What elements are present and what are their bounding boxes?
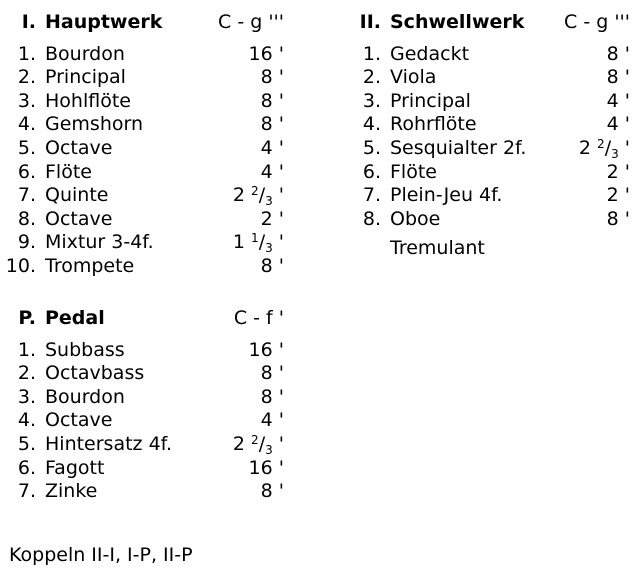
- stop-row: [0, 43, 300, 67]
- stop-pitch: 8 ': [260, 385, 284, 408]
- pitch-unit: ': [272, 184, 284, 207]
- stop-name: Flöte: [390, 160, 437, 183]
- division-title: Hauptwerk: [45, 11, 163, 33]
- stop-number: 1.: [17, 338, 36, 361]
- stop-number: 6.: [17, 160, 36, 183]
- stop-pitch: 16 ': [248, 42, 284, 65]
- stop-name: Trompete: [45, 254, 135, 277]
- pitch-fraction-denominator: 3: [265, 241, 273, 256]
- pitch-fraction-denominator: 3: [265, 194, 273, 209]
- stop-pitch: [180, 433, 284, 457]
- stop-pitch: [180, 184, 284, 208]
- stop-name: Bourdon: [45, 42, 125, 65]
- fraction-slash: /: [258, 432, 266, 455]
- stop-row: [340, 161, 638, 185]
- pitch-fraction-numerator: 2: [251, 432, 259, 447]
- stop-number: 10.: [5, 254, 36, 277]
- pitch-fraction-denominator: 3: [265, 442, 273, 457]
- division-title: Pedal: [45, 307, 105, 329]
- stop-row: [340, 113, 638, 137]
- stop-name: Octave: [45, 207, 113, 230]
- stop-row: [340, 66, 638, 90]
- stop-name: Octavbass: [45, 362, 145, 385]
- stop-pitch: [530, 137, 630, 161]
- stop-row: [340, 137, 638, 161]
- stop-pitch: 4 ': [606, 113, 630, 136]
- division-numeral: P.: [18, 307, 36, 329]
- stop-pitch: [180, 231, 284, 255]
- stop-number: 8.: [362, 207, 381, 230]
- stop-pitch: 4 ': [260, 409, 284, 432]
- stop-row: [0, 90, 300, 114]
- stop-list: [0, 339, 300, 504]
- stop-row: [0, 386, 300, 410]
- stop-number: 9.: [17, 231, 36, 254]
- stop-pitch: 2 ': [606, 160, 630, 183]
- stop-number: 5.: [362, 136, 381, 159]
- stop-number: 7.: [17, 480, 36, 503]
- division-schwellwerk: [340, 11, 638, 261]
- pitch-unit: ': [272, 432, 284, 455]
- stop-name: Plein-Jeu 4f.: [390, 184, 503, 207]
- stop-number: 1.: [362, 42, 381, 65]
- stop-number: 2.: [17, 66, 36, 89]
- stop-number: 2.: [362, 66, 381, 89]
- division-hauptwerk: [0, 11, 300, 279]
- stop-number: 1.: [17, 42, 36, 65]
- fraction-slash: /: [258, 231, 266, 254]
- division-title: Schwellwerk: [390, 11, 525, 33]
- stop-number: 3.: [17, 89, 36, 112]
- stop-pitch: 16 ': [248, 456, 284, 479]
- stop-row: [0, 113, 300, 137]
- fraction-slash: /: [604, 136, 612, 159]
- stop-row: [0, 339, 300, 363]
- stop-name: Flöte: [45, 160, 92, 183]
- stop-number: 4.: [17, 409, 36, 432]
- division-header: [0, 11, 300, 35]
- pitch-fraction-numerator: 1: [251, 231, 259, 246]
- stop-row: [0, 255, 300, 279]
- stop-row: [0, 137, 300, 161]
- stop-pitch: 4 ': [606, 89, 630, 112]
- stop-row: [0, 184, 300, 208]
- stop-number: 3.: [17, 385, 36, 408]
- stop-name: Fagott: [45, 456, 105, 479]
- stop-row: [0, 433, 300, 457]
- stop-number: 7.: [362, 184, 381, 207]
- stop-number: 6.: [362, 160, 381, 183]
- stop-number: 2.: [17, 362, 36, 385]
- stop-pitch: 8 ': [606, 42, 630, 65]
- division-pedal: [0, 307, 300, 504]
- compass-range: C - g ''': [564, 11, 630, 33]
- stop-pitch: 8 ': [260, 254, 284, 277]
- stop-name: Principal: [45, 66, 126, 89]
- stop-pitch: 8 ': [260, 89, 284, 112]
- stop-name: Gemshorn: [45, 113, 144, 136]
- stop-name: Octave: [45, 409, 113, 432]
- stop-number: 5.: [17, 432, 36, 455]
- stop-name: Hintersatz 4f.: [45, 432, 172, 455]
- accessory-row: [340, 237, 638, 261]
- stop-name: Bourdon: [45, 385, 125, 408]
- stop-list: [340, 43, 638, 232]
- stop-row: [0, 66, 300, 90]
- stop-name: Gedackt: [390, 42, 470, 65]
- stop-pitch: 8 ': [260, 113, 284, 136]
- stop-pitch: 4 ': [260, 160, 284, 183]
- pitch-whole: 2: [232, 184, 245, 207]
- division-header: [0, 307, 300, 331]
- compass-range: C - g ''': [218, 11, 284, 33]
- stop-number: 7.: [17, 184, 36, 207]
- stop-pitch: 8 ': [606, 66, 630, 89]
- stop-pitch: 8 ': [260, 362, 284, 385]
- division-numeral: I.: [21, 11, 36, 33]
- compass-range: C - f ': [233, 307, 284, 329]
- stop-number: 5.: [17, 136, 36, 159]
- stop-name: Oboe: [390, 207, 441, 230]
- stop-row: [0, 208, 300, 232]
- tremulant-label: Tremulant: [390, 237, 485, 260]
- pitch-whole: 1: [232, 231, 245, 254]
- stop-row: [340, 90, 638, 114]
- couplers-line: Koppeln II-I, I-P, II-P: [9, 544, 193, 566]
- stop-name: Rohrflöte: [390, 113, 477, 136]
- stop-name: Mixtur 3-4f.: [45, 231, 154, 254]
- stop-pitch: 8 ': [260, 480, 284, 503]
- stop-name: Subbass: [45, 338, 125, 361]
- pitch-unit: ': [272, 231, 284, 254]
- division-numeral: II.: [359, 11, 381, 33]
- stop-row: [340, 43, 638, 67]
- stop-name: Principal: [390, 89, 471, 112]
- stop-name: Quinte: [45, 184, 109, 207]
- stop-pitch: 2 ': [260, 207, 284, 230]
- stop-number: 6.: [17, 456, 36, 479]
- stop-row: [0, 161, 300, 185]
- pitch-fraction-numerator: 2: [597, 136, 605, 151]
- stop-name: Zinke: [45, 480, 98, 503]
- stop-row: [0, 480, 300, 504]
- stop-pitch: 16 ': [248, 338, 284, 361]
- stop-pitch: 8 ': [606, 207, 630, 230]
- stop-pitch: 8 ': [260, 66, 284, 89]
- stop-number: 4.: [17, 113, 36, 136]
- stop-number: 3.: [362, 89, 381, 112]
- stop-number: 4.: [362, 113, 381, 136]
- stop-name: Sesquialter 2f.: [390, 136, 527, 159]
- pitch-whole: 2: [232, 432, 245, 455]
- stop-row: [0, 457, 300, 481]
- stop-pitch: 4 ': [260, 136, 284, 159]
- stop-name: Octave: [45, 136, 113, 159]
- stop-name: Viola: [390, 66, 437, 89]
- pitch-fraction-denominator: 3: [611, 146, 619, 161]
- division-header: [340, 11, 638, 35]
- stop-name: Hohlflöte: [45, 89, 131, 112]
- pitch-whole: 2: [578, 136, 591, 159]
- stop-row: [0, 231, 300, 255]
- stop-row: [0, 409, 300, 433]
- stop-pitch: 2 ': [606, 184, 630, 207]
- stop-row: [340, 208, 638, 232]
- fraction-slash: /: [258, 184, 266, 207]
- stop-row: [0, 362, 300, 386]
- pitch-fraction-numerator: 2: [251, 184, 259, 199]
- stop-list: [0, 43, 300, 279]
- stop-row: [340, 184, 638, 208]
- pitch-unit: ': [618, 136, 630, 159]
- stop-number: 8.: [17, 207, 36, 230]
